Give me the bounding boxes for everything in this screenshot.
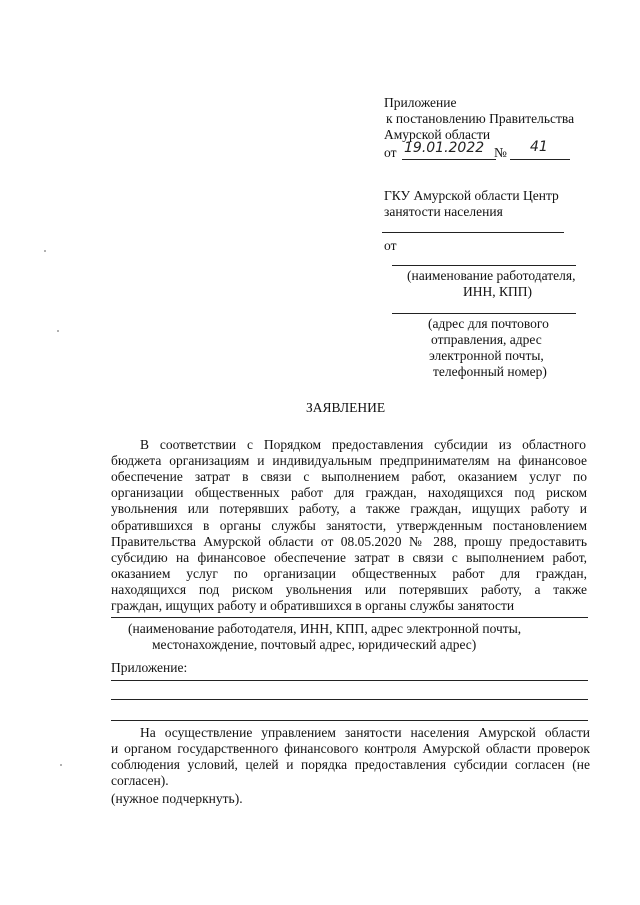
consent-line-1: На осуществление управлением занятости населения Амурской области: [140, 725, 590, 740]
consent-note: (нужное подчеркнуть).: [111, 791, 243, 806]
addressee-line-1: ГКУ Амурской области Центр: [384, 188, 559, 203]
attachment-line-2: [111, 699, 588, 700]
attachment-label: Приложение:: [111, 660, 188, 675]
attachment-line-1: [111, 680, 588, 681]
employer-details-hint-1: (наименование работодателя, ИНН, КПП, адрес электронной почты,: [128, 621, 522, 636]
body-line-11: граждан, ищущих работу и обратившихся в органы службы занятости: [111, 598, 515, 613]
appendix-date-handwritten: 19.01.2022: [404, 140, 485, 156]
scan-speck: [57, 330, 59, 332]
appendix-line-1: Приложение: [384, 95, 457, 110]
number-underline: [510, 159, 570, 160]
address-line: [392, 313, 576, 314]
body-line-2: бюджета организациям и индивидуальным предпринимателям на финансовое: [111, 453, 587, 468]
scan-speck: [60, 764, 62, 766]
consent-line-4: согласен).: [111, 773, 169, 788]
body-line-5: увольнения или потерявших работу, а также граждан, ищущих работу и: [111, 501, 587, 516]
body-line-7: Правительства Амурской области от 08.05.2020 № 288, прошу предоставить: [111, 534, 587, 549]
body-line-9: оказанием услуг по организации общественных работ для граждан,: [111, 566, 587, 581]
body-line-1: В соответствии с Порядком предоставления субсидии из областного: [140, 437, 586, 452]
employer-details-line: [111, 617, 588, 618]
body-line-6: обратившихся в органы службы занятости, утвержденным постановлением: [111, 518, 587, 533]
body-line-8: субсидию на финансовое обеспечение затрат в связи с выполнением работ,: [111, 550, 587, 565]
employer-hint-1: (наименование работодателя,: [407, 268, 576, 283]
consent-line-3: соблюдения условий, целей и порядка предоставления субсидии согласен (не: [111, 757, 590, 772]
addressee-from: от: [384, 238, 397, 253]
address-hint-1: (адрес для почтового: [428, 316, 549, 331]
scan-speck: [44, 250, 46, 252]
appendix-number-handwritten: 41: [530, 139, 548, 155]
employer-details-hint-2: местонахождение, почтовый адрес, юридический адрес): [152, 637, 477, 652]
body-line-3: обеспечение затрат в связи с выполнением работ, оказанием услуг по: [111, 469, 587, 484]
appendix-date-prefix: от: [384, 145, 397, 160]
address-hint-3: электронной почты,: [429, 348, 544, 363]
appendix-line-3: Амурской области: [384, 127, 491, 142]
appendix-number-sign: №: [494, 145, 507, 160]
consent-line-2: и органом государственного финансового контроля Амурской области проверок: [111, 741, 590, 756]
appendix-line-2: к постановлению Правительства: [386, 111, 575, 126]
address-hint-4: телефонный номер): [433, 364, 547, 379]
date-underline: [402, 159, 496, 160]
employer-hint-2: ИНН, КПП): [463, 284, 532, 299]
document-title: ЗАЯВЛЕНИЕ: [306, 400, 386, 415]
employer-name-line: [392, 265, 576, 266]
address-hint-2: отправления, адрес: [431, 332, 542, 347]
body-line-10: находящихся под риском увольнения или потерявших работу, а также: [111, 582, 587, 597]
addressee-underline: [382, 232, 564, 233]
addressee-line-2: занятости населения: [384, 204, 503, 219]
attachment-line-3: [111, 720, 588, 721]
body-line-4: организации общественных работ для граждан, находящихся под риском: [111, 485, 587, 500]
